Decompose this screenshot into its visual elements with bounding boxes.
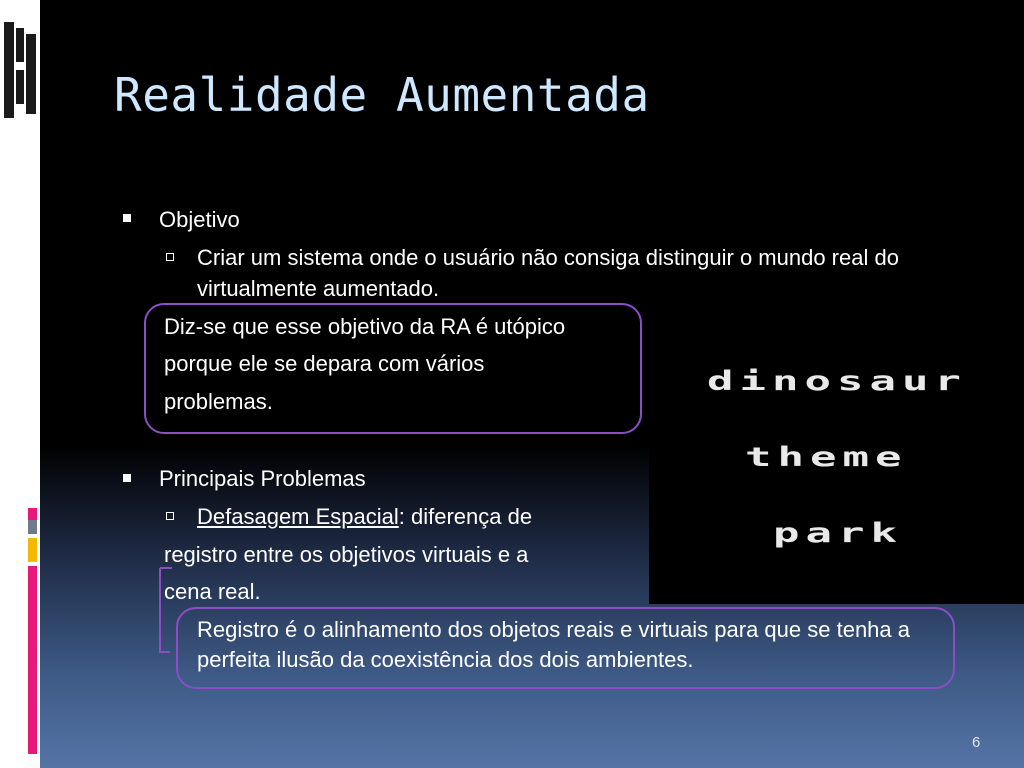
note-utopico-line-2: porque ele se depara com vários (164, 351, 485, 376)
accent-bar-yellow (28, 538, 37, 562)
slide-title: Realidade Aumentada (114, 68, 650, 122)
page-number: 6 (972, 734, 981, 751)
note-utopico-line-1: Diz-se que esse objetivo da RA é utópico (164, 314, 566, 339)
note-registro-definition: Registro é o alinhamento dos objetos reais e virtuais para que se tenha a perfeita ilusão da coexistência dos dois ambientes. (197, 617, 910, 672)
accent-bar-gray (28, 520, 37, 534)
note-registro-line-1: registro entre os objetivos virtuais e a (164, 542, 529, 567)
accent-bar-pink-long (28, 566, 37, 754)
image-word-dinosaur: dinosaur (707, 366, 967, 397)
sub-bullet-objetivo-icon (166, 253, 174, 261)
bullet-objetivo-label: Objetivo (159, 207, 240, 232)
bullet-objetivo-icon (123, 214, 131, 222)
note-utopico-line-3: problemas. (164, 389, 273, 414)
bullet-problemas-icon (123, 474, 131, 482)
bullet-problemas-label: Principais Problemas (159, 466, 366, 491)
image-word-park: park (773, 518, 903, 549)
image-word-theme: theme (745, 442, 908, 473)
defasagem-espacial-term: Defasagem Espacial (197, 504, 399, 529)
sub-bullet-problemas-text (197, 501, 532, 532)
window-pane-icon (2, 20, 38, 120)
dinosaur-theme-park-image (649, 338, 1024, 604)
sub-bullet-objetivo-text: Criar um sistema onde o usuário não consiga distinguir o mundo real do virtualmente aumentado. (197, 245, 899, 301)
left-decorative-strip (0, 0, 40, 768)
sub-bullet-problemas-icon (166, 512, 174, 520)
defasagem-espacial-rest: : diferença de (398, 504, 533, 529)
note-registro-line-2: cena real. (164, 579, 261, 604)
